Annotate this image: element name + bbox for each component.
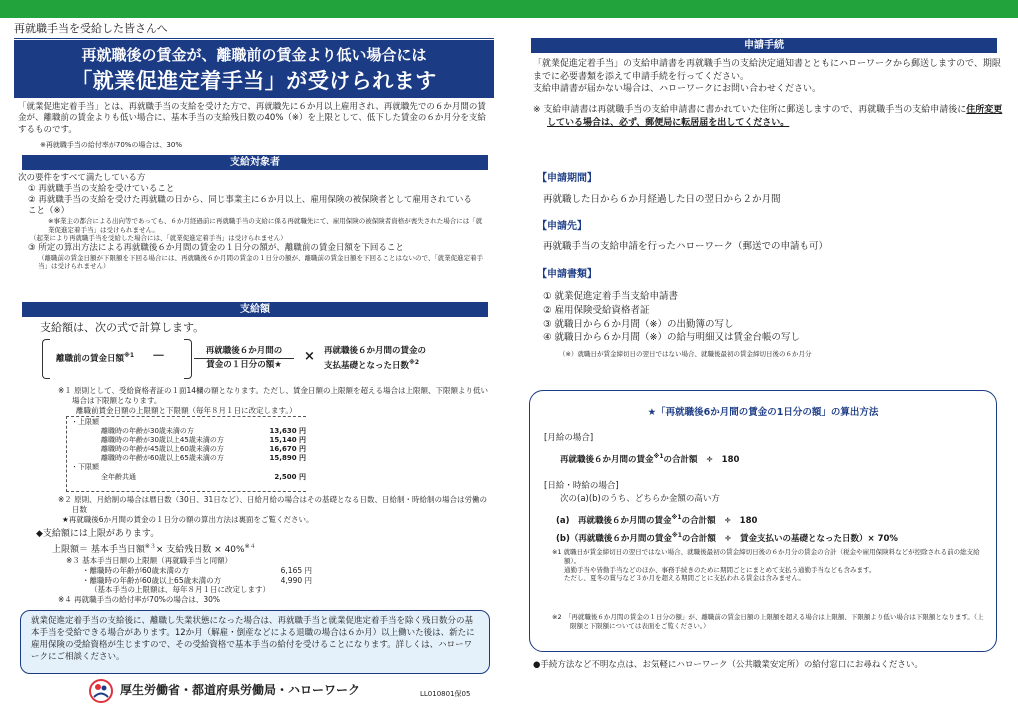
daily-label: [日給・時給の場合] (544, 481, 619, 491)
title-banner (14, 40, 494, 98)
right-page (509, 0, 1018, 720)
formula-bracket-right (184, 339, 192, 379)
target-header: 支給対象者 (22, 155, 488, 170)
limit-row: 離職時の年齢が30歳以上45歳未満の方 15,140 円 (101, 436, 306, 445)
top-label: 再就職手当を受給した皆さんへ (14, 22, 494, 39)
calc-note-1: ※1 就職日が賃金締切日の翌日ではない場合、就職後最初の賃金締切日後の６か月分の賃金の合計（税金や雇用保険料などが控除される前の総支給額）。 通勤手当や皆勤手当などのほか、事務手続きのために期間ごとにまとめて支払う通勤手当なども含みます。 ただし、夏冬の賞与など３か月を超える期間ごとに支払われる賃金は含みません。 (552, 548, 980, 583)
document-item: ③ 就職日から６か月間（※）の出勤簿の写し (543, 318, 734, 330)
daily-lead: 次の(a)(b)のうち、どちらか金額の高い方 (560, 494, 720, 504)
intro-text: 「就業促進定着手当」とは、再就職手当の支給を受けた方で、再就職先に６か月以上雇用され、再就職先での６か月間の賃金が、離職前の賃金よりも低い場合に、基本手当の支給残日数の40%（※）を上限として、低下した賃金の６か月分を支給するものです。 (18, 102, 486, 135)
target-section (18, 173, 494, 270)
cap-notes (58, 556, 366, 605)
calc-note-2: ※2 「再就職後６か月間の賃金の１日分の額」が、離職前の賃金日額の上限額を超える場合は上限額、下限額より低い場合は下限額となります。（上限額と下限額については表面をご覧ください。） (552, 613, 984, 631)
cap-row: ・離職時の年齢が60歳以上65歳未満の方 4,990 円 (82, 575, 312, 585)
title-line2: 「就業促進定着手当」が受けられます (71, 68, 437, 93)
footer-org: 厚生労働省・都道府県労働局・ハローワーク (120, 683, 361, 697)
destination-label: 【申請先】 (537, 221, 587, 232)
document-item: ① 就業促進定着手当支給申請書 (543, 291, 679, 302)
green-top-bar (0, 0, 509, 18)
cap-formula: 上限額＝ 基本手当日額$^{※3}$× 支給残日数 × 40%$^{※4}$ (52, 543, 256, 555)
green-top-bar (509, 0, 1018, 18)
note-2a: ※２ 原則、月給制の場合は暦日数（30日、31日など）、日給月給の場合はその基礎となる日数、日給制・時給制の場合は労働の日数 (58, 495, 488, 514)
reemployment-info-box: 就業促進定着手当の支給後に、離職し失業状態になった場合は、再就職手当と就業促進定着手当を除く残日数分の基本手当を受給できる場合があります。12か月（解雇・倒産などによる退職の場合は６か月）以上働いた後は、新たに雇用保険の受給資格が生じますので、その受給資格で基本手当の給付を受けることになります。詳しくは、ハローワークにご相談ください。 (20, 610, 490, 674)
documents-label: 【申請書類】 (537, 269, 597, 280)
requirement-2-note1: ※事業主の都合による出向等であっても、６か月経過前に再就職手当の支給に係る再就職先にて、雇用保険の被保険者資格が喪失された場合には「就業促進定着手当」は受けられません。 (48, 217, 483, 234)
footer-code: LL010801保05 (420, 690, 471, 698)
limit-row: 離職時の年齢が30歳未満の方 13,630 円 (101, 427, 306, 436)
period-label: 【申請期間】 (537, 173, 597, 184)
limits-lower-label: ・下限額 (71, 463, 99, 472)
destination-text: 再就職手当の支給申請を行ったハローワーク（郵送での申請も可） (543, 241, 829, 252)
amount-lead: 支給額は、次の式で計算します。 (40, 321, 205, 334)
document-item: ④ 就職日から６か月間（※）の給与明細又は賃金台帳の写し (543, 332, 800, 344)
note-3-tail: （基本手当の上限額は、毎年８月１日に改定します） (90, 585, 270, 595)
amount-header: 支給額 (22, 302, 488, 317)
note-4: ※４ 再就職手当の給付率が70%の場合は、30% (58, 595, 221, 604)
documents-list (543, 290, 800, 345)
requirement-1: ① 再就職手当の支給を受けていること (28, 184, 175, 195)
monthly-formula: 再就職後６か月間の賃金$^{※1}$の合計額 ÷ 180 (560, 453, 740, 465)
limits-table (66, 416, 306, 492)
amount-notes-2 (58, 495, 488, 524)
cap-row: ・離職時の年齢が60歳未満の方 6,165 円 (82, 565, 312, 575)
calc-method-box (529, 390, 997, 652)
formula-minus: － (152, 349, 166, 364)
period-text: 再就職した日から６か月経過した日の翌日から２か月間 (543, 194, 781, 205)
target-lead: 次の要件をすべて満たしている方 (18, 173, 146, 183)
monthly-label: [月給の場合] (544, 433, 594, 443)
requirement-3-note: （離職前の賃金日額が下限額を下回る場合には、再就職後６か月間の賃金の１日分の額が、離職前の賃金日額を下回ることはないので、「就業促進定着手当」は受けられません） (38, 253, 484, 270)
note-3: ※３ 基本手当日額の上限額（再就職手当と同額） (66, 556, 233, 565)
requirement-2-note2: （起業により再就職手当を受給した場合には、「就業促進定着手当」は受けられません） (30, 234, 287, 243)
mhlw-logo-icon (88, 678, 114, 704)
formula-a: (a) 再就職後６か月間の賃金$^{※1}$の合計額 ÷ 180 (556, 514, 758, 526)
formula-times: × (304, 349, 315, 364)
amount-formula (42, 339, 486, 379)
procedure-note: ※ 支給申請書は再就職手当の支給申請書に書かれていた住所に郵送しますので、再就職手当の支給申請後に住所変更している場合は、必ず、郵便局に転居届を出してください。 (533, 105, 1003, 128)
note-2b: ★再就職後6か月間の賃金の１日分の額の算出方法は裏面をご覧ください。 (62, 514, 314, 524)
document-item: ② 雇用保険受給資格者証 (543, 304, 650, 316)
procedure-p1: 「就業促進定着手当」の支給申請書を再就職手当の支給決定通知書とともにハローワークから郵送しますので、期限までに必要書類を添えて申請手続を行ってください。 (533, 59, 1001, 82)
limits-upper-label: ・上限額 (71, 418, 99, 426)
bottom-note: ●手続方法など不明な点は、お気軽にハローワーク（公共職業安定所）の給付窓口にお尋ねください。 (533, 660, 923, 670)
formula-prior-wage: 離職前の賃金日額$^{※1}$ (56, 352, 135, 364)
formula-b: (b)（再就職後６か月間の賃金$^{※1}$の合計額 ÷ 賃金支払いの基礎となった日数）× 70% (556, 532, 898, 544)
amount-notes (58, 386, 488, 415)
calc-title: ★「再就職後6か月間の賃金の1日分の額」の算出方法 (647, 407, 879, 418)
note-1b: 離職前賃金日額の上限額と下限額（毎年８月１日に改定します。） (76, 405, 297, 415)
cap-lead: ◆支給額には上限があります。 (36, 529, 160, 539)
requirement-3: ③ 所定の算出方法による再就職後６か月間の賃金の１日分の額が、離職前の賃金日額を下回ること (28, 242, 404, 253)
title-line1: 再就職後の賃金が、離職前の賃金より低い場合には (81, 46, 427, 64)
documents-note: （※）就職日が賃金締切日の翌日ではない場合、就職後最初の賃金締切日後の６か月分 (559, 350, 812, 358)
requirement-2: ② 再就職手当の支給を受けた再就職の日から、同じ事業主に６か月以上、雇用保険の被保険者として雇用されていること（※） (28, 195, 472, 217)
lower-limit-row: 全年齢共通 2,500 円 (101, 472, 306, 481)
formula-bracket-left (42, 339, 50, 379)
formula-new-wage: 再就職後６か月間の 賃金の１日分の額★ (194, 345, 294, 372)
note-1a: ※１ 原則として、受給資格者証の１面14欄の額となります。ただし、賃金日額の上限額を超える場合は上限額、下限額より低い場合は下限額となります。 (58, 386, 488, 405)
limit-row: 離職時の年齢が45歳以上60歳未満の方 16,670 円 (101, 445, 306, 454)
intro-note: ※再就職手当の給付率が70%の場合は、30% (40, 141, 182, 149)
formula-days: 再就職後６か月間の賃金の 支払基礎となった日数$^{※2}$ (324, 346, 427, 371)
procedure-text (533, 58, 1003, 96)
procedure-p2: 支給申請書が届かない場合は、ハローワークにお問い合わせください。 (533, 84, 822, 95)
procedure-header: 申請手続 (531, 38, 997, 53)
limit-row: 離職時の年齢が60歳以上65歳未満の方 15,890 円 (101, 454, 306, 463)
